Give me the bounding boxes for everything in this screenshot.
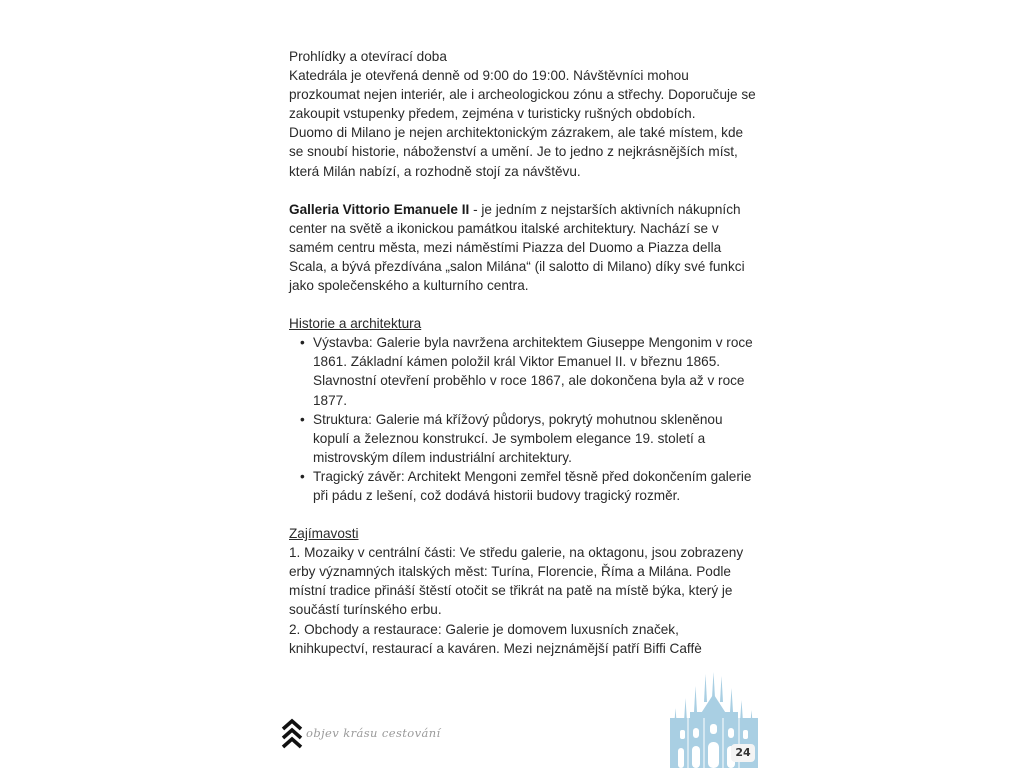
list-item: • Výstavba: Galerie byla navržena architektem Giuseppe Mengonim v roce 1861. Základní kámen položil král Viktor Emanuel II. v březnu 1865. Slavnostní otevření proběhlo v roce 1867, ale dokončena byla až v roce 1877. bbox=[313, 333, 759, 409]
page-number: 24 bbox=[731, 744, 755, 762]
paragraph-opening-hours: Katedrála je otevřená denně od 9:00 do 19:00. Návštěvníci mohou prozkoumat nejen interiér, ale i archeologickou zónu a střechy. Doporučuje se zakoupit vstupenky předem, zejména v turisticky rušných obdobích. bbox=[289, 68, 756, 122]
section-heading-interesting: Zajímavosti bbox=[289, 526, 359, 542]
paragraph-shops: 2. Obchody a restaurace: Galerie je domovem luxusních značek, knihkupectví, restaurací a kaváren. Mezi nejznámější patří Biffi Caffè bbox=[289, 621, 702, 656]
paragraph-galleria bbox=[289, 200, 759, 295]
galleria-title: Galleria Vittorio Emanuele II bbox=[289, 201, 470, 217]
paragraph-duomo-summary: Duomo di Milano je nejen architektonickým zázrakem, ale také místem, kde se snoubí historie, náboženství a umění. Je to jedno z nejkrásnějších míst, která Milán nabízí, a rozhodně stojí za návštěvu. bbox=[289, 125, 744, 179]
double-chevron-up-icon bbox=[280, 717, 304, 751]
footer-tagline: objev krásu cestování bbox=[306, 726, 441, 740]
list-item: • Tragický závěr: Architekt Mengoni zemřel těsně před dokončením galerie při pádu z lešení, což dodává historii budovy tragický rozměr. bbox=[313, 467, 759, 505]
section-heading-tours: Prohlídky a otevírací doba bbox=[289, 49, 447, 64]
list-item: • Struktura: Galerie má křížový půdorys, pokrytý mohutnou skleněnou kopulí a železnou konstrukcí. Je symbolem elegance 19. století a mistrovským dílem industriální architektury. bbox=[313, 410, 759, 467]
history-list bbox=[289, 333, 759, 505]
page-content bbox=[289, 47, 759, 658]
paragraph-mosaics: 1. Mozaiky v centrální části: Ve středu galerie, na oktagonu, jsou zobrazeny erby významných italských měst: Turína, Florencie, Říma a Milána. Podle místní tradice přináší štěstí otočit se třikrát na patě na místě býka, který je součástí turínského erbu. bbox=[289, 545, 744, 618]
section-heading-history: Historie a architektura bbox=[289, 316, 422, 332]
galleria-text: - je jedním z nejstarších aktivních nákupních center na světě a ikonickou památkou italské architektury. Nachází se v samém centru města, mezi náměstími Piazza del Duomo a Piazza della Scala, a bývá přezdívána „salon Milána“ (il salotto di Milano) díky své funkci jako společenského a kulturního centra. bbox=[289, 201, 745, 294]
